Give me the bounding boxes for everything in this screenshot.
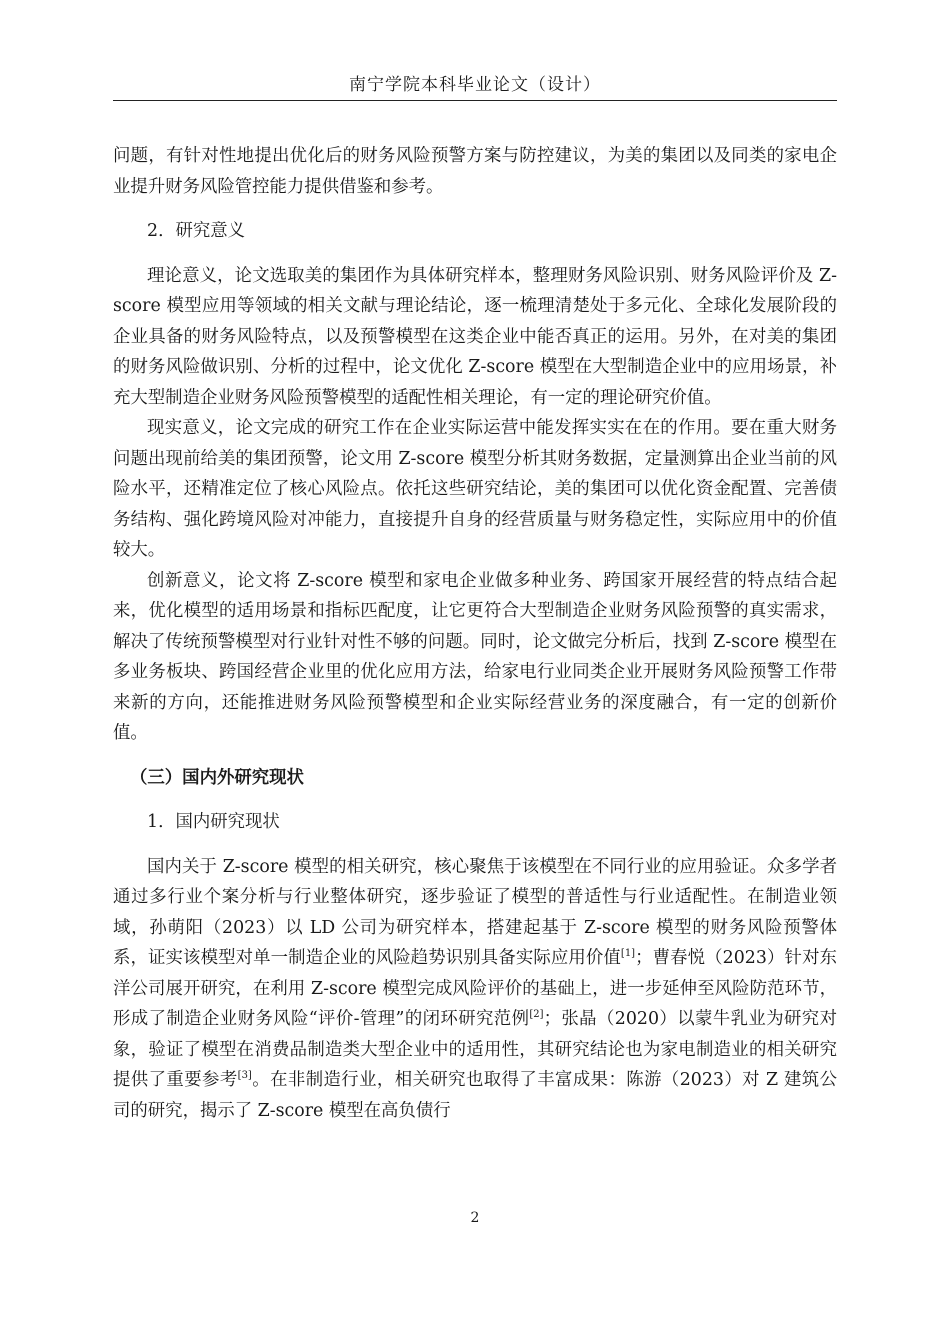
section-heading-domestic-status: 1．国内研究现状 [147,812,280,832]
paragraph-domestic-research [113,852,837,1127]
header-divider [113,100,837,101]
text-segment: ；张晶（2020）以蒙牛乳业为研究对象，验证了模型在消费品制造类大型企业中的适用性，其研究结论也为家电制造业的相关研究提供了重要参考 [113,1009,837,1090]
paragraph-innovation-significance: 创新意义，论文将 Z-score 模型和家电企业做多种业务、跨国家开展经营的特点结合起来，优化模型的适用场景和指标匹配度，让它更符合大型制造企业财务风险预警的真实需求，解决了传统预警模型对行业针对性不够的问题。同时，论文做完分析后，找到 Z-score 模型在多业务板块、跨国经营企业里的优化应用方法，给家电行业同类企业开展财务风险预警工作带来新的方向，还能推进财务风险预警模型和企业实际经营业务的深度融合，有一定的创新价值。 [113,570,837,743]
text-segment: 。在非制造行业，相关研究也取得了丰富成果：陈游（2023）对 Z 建筑公司的研究，揭示了 Z-score 模型在高负债行 [113,1070,837,1121]
page-number: 2 [470,1210,480,1226]
document-body [113,141,837,1126]
text-segment: ；曹春悦（2023）针对东洋公司展开研究，在利用 Z-score 模型完成风险评价的基础上，进一步延伸至风险防范环节，形成了制造企业财务风险“评价-管理”的闭环研究范例 [113,948,837,1029]
section-heading-research-significance: 2．研究意义 [147,221,246,241]
section-heading-research-status: （三）国内外研究现状 [130,767,304,788]
paragraph-theoretical-significance: 理论意义，论文选取美的集团作为具体研究样本，整理财务风险识别、财务风险评价及 Z-score 模型应用等领域的相关文献与理论结论，逐一梳理清楚处于多元化、全球化发展阶段的企业具备的财务风险特点，以及预警模型在这类企业中能否真正的运用。另外，在对美的集团的财务风险做识别、分析的过程中，论文优化 Z-score 模型在大型制造企业中的应用场景，补充大型制造企业财务风险预警模型的适配性相关理论，有一定的理论研究价值。 [113,265,837,408]
paragraph-continuation: 问题，有针对性地提出优化后的财务风险预警方案与防控建议，为美的集团以及同类的家电企业提升财务风险管控能力提供借鉴和参考。 [113,146,837,197]
citation-3: [3] [237,1070,252,1082]
citation-2: [2] [529,1009,544,1021]
page-header-title: 南宁学院本科毕业论文（设计） [349,75,601,95]
paragraph-practical-significance: 现实意义，论文完成的研究工作在企业实际运营中能发挥实实在在的作用。要在重大财务问题出现前给美的集团预警，论文用 Z-score 模型分析其财务数据，定量测算出企业当前的风险水平，还精准定位了核心风险点。依托这些研究结论，美的集团可以优化资金配置、完善债务结构、强化跨境风险对冲能力，直接提升自身的经营质量与财务稳定性，实际应用中的价值较大。 [113,418,837,560]
citation-1: [1] [620,948,636,960]
text-segment: 国内关于 Z-score 模型的相关研究，核心聚焦于该模型在不同行业的应用验证。众多学者通过多行业个案分析与行业整体研究，逐步验证了模型的普适性与行业适配性。在制造业领域，孙萌阳（2023）以 LD 公司为研究样本，搭建起基于 Z-score 模型的财务风险预警体系，证实该模型对单一制造企业的风险趋势识别具备实际应用价值 [113,856,837,968]
